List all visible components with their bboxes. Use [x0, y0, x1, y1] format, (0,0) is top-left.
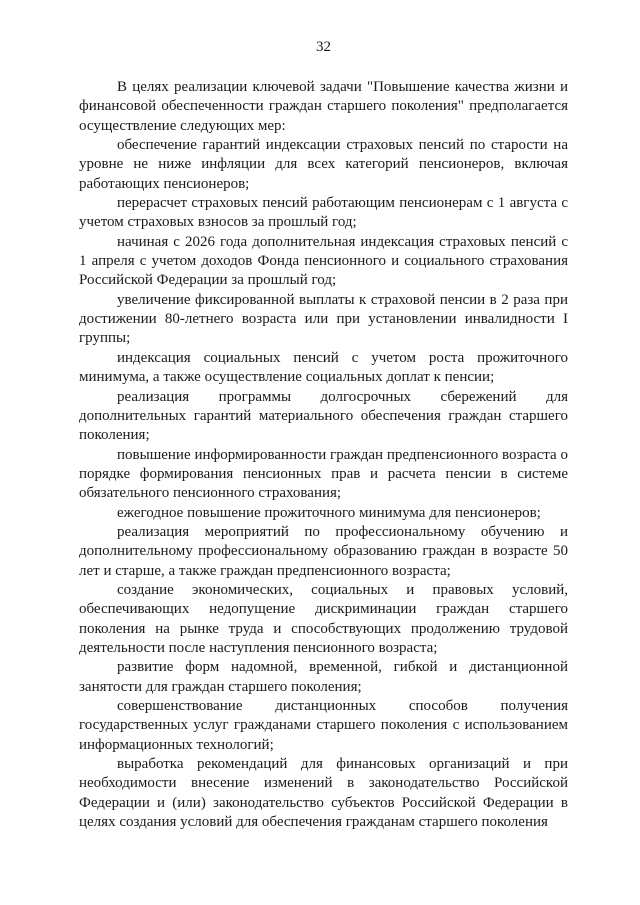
list-item: перерасчет страховых пенсий работающим пенсионерам с 1 августа с учетом страховых взносов за прошлый год; — [79, 195, 568, 231]
list-item: увеличение фиксированной выплаты к страховой пенсии в 2 раза при достижении 80-летнего возраста или при установлении инвалидности I группы; — [79, 291, 568, 347]
list-item: выработка рекомендаций для финансовых организаций и при необходимости внесение изменений в законодательство Российской Федерации и (или) законодательство субъектов Российской Федерации в целях создания условий для обеспечения гражданам старшего поколения — [79, 756, 568, 831]
list-item: повышение информированности граждан предпенсионного возраста о порядке формирования пенсионных прав и расчета пенсии в системе обязательного пенсионного страхования; — [79, 446, 568, 502]
document-body — [79, 78, 568, 832]
page-number: 32 — [316, 39, 331, 55]
list-item: развитие форм надомной, временной, гибкой и дистанционной занятости для граждан старшего поколения; — [79, 659, 568, 695]
list-item: ежегодное повышение прожиточного минимума для пенсионеров; — [117, 504, 541, 521]
list-item: обеспечение гарантий индексации страховых пенсий по старости на уровне не ниже инфляции для всех категорий пенсионеров, включая работающих пенсионеров; — [79, 137, 568, 192]
list-item: создание экономических, социальных и правовых условий, обеспечивающих недопущение дискриминации граждан старшего поколения на рынке труда и способствующих продолжению трудовой деятельности после наступления пенсионного возраста; — [79, 581, 568, 656]
list-item: реализация мероприятий по профессиональному обучению и дополнительному профессиональному образованию граждан в возрасте 50 лет и старше, а также граждан предпенсионного возраста; — [79, 523, 568, 579]
list-item: совершенствование дистанционных способов получения государственных услуг гражданами старшего поколения с использованием информационных технологий; — [79, 698, 568, 753]
list-item: начиная с 2026 года дополнительная индексация страховых пенсий с 1 апреля с учетом доходов Фонда пенсионного и социального страхования Российской Федерации за прошлый год; — [79, 233, 568, 289]
list-item: индексация социальных пенсий с учетом роста прожиточного минимума, а также осуществление социальных доплат к пенсии; — [79, 349, 568, 386]
paragraph-intro: В целях реализации ключевой задачи "Повышение качества жизни и финансовой обеспеченности граждан старшего поколения" предполагается осуществление следующих мер: — [79, 79, 568, 134]
list-item: реализация программы долгосрочных сбережений для дополнительных гарантий материального обеспечения граждан старшего поколения; — [79, 388, 568, 444]
